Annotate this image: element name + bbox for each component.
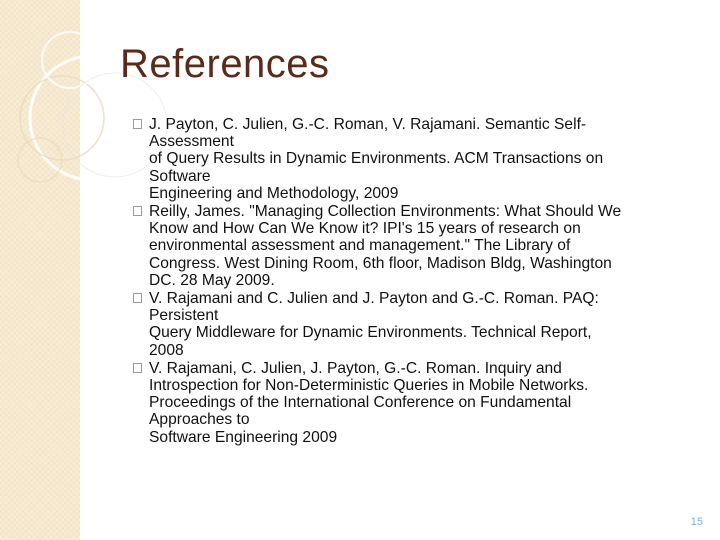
reference-line: Introspection for Non-Deterministic Queries in Mobile Networks. [149, 377, 589, 395]
decorative-side-strip [0, 0, 80, 540]
reference-line: V. Rajamani and C. Julien and J. Payton and G.-C. Roman. PAQ: [149, 290, 599, 308]
reference-item [138, 290, 706, 359]
reference-line: Congress. West Dining Room, 6th floor, Madison Bldg, Washington [149, 254, 612, 272]
reference-line: Software [149, 167, 211, 185]
reference-item [138, 116, 706, 202]
reference-line: Reilly, James. "Managing Collection Environments: What Should We [149, 203, 622, 221]
reference-line: J. Payton, C. Julien, G.-C. Roman, V. Rajamani. Semantic Self- [149, 116, 587, 133]
page-number: 15 [690, 516, 703, 528]
reference-line: 2008 [149, 341, 184, 359]
bullet-box-icon [133, 119, 142, 129]
reference-line: Query Middleware for Dynamic Environments. Technical Report, [149, 324, 592, 342]
reference-line: Software Engineering 2009 [149, 428, 338, 446]
reference-line: DC. 28 May 2009. [149, 271, 275, 289]
reference-line: Approaches to [149, 411, 250, 429]
bullet-box-icon [133, 293, 142, 303]
reference-line: of Query Results in Dynamic Environments. ACM Transactions on [149, 150, 604, 168]
reference-line: Persistent [149, 307, 219, 325]
reference-item [138, 203, 706, 289]
reference-line: Assessment [149, 133, 234, 151]
slide-title: References [120, 42, 330, 86]
reference-line: environmental assessment and management." The Library of [149, 237, 571, 255]
bullet-box-icon [133, 363, 142, 373]
reference-list [138, 116, 706, 447]
reference-line: V. Rajamani, C. Julien, J. Payton, G.-C. Roman. Inquiry and [149, 359, 562, 377]
reference-line: Know and How Can We Know it? IPI's 15 years of research on [149, 220, 581, 238]
reference-line: Engineering and Methodology, 2009 [149, 184, 399, 202]
reference-item [138, 360, 706, 446]
reference-line: Proceedings of the International Conference on Fundamental [149, 394, 572, 412]
bullet-box-icon [133, 206, 142, 216]
